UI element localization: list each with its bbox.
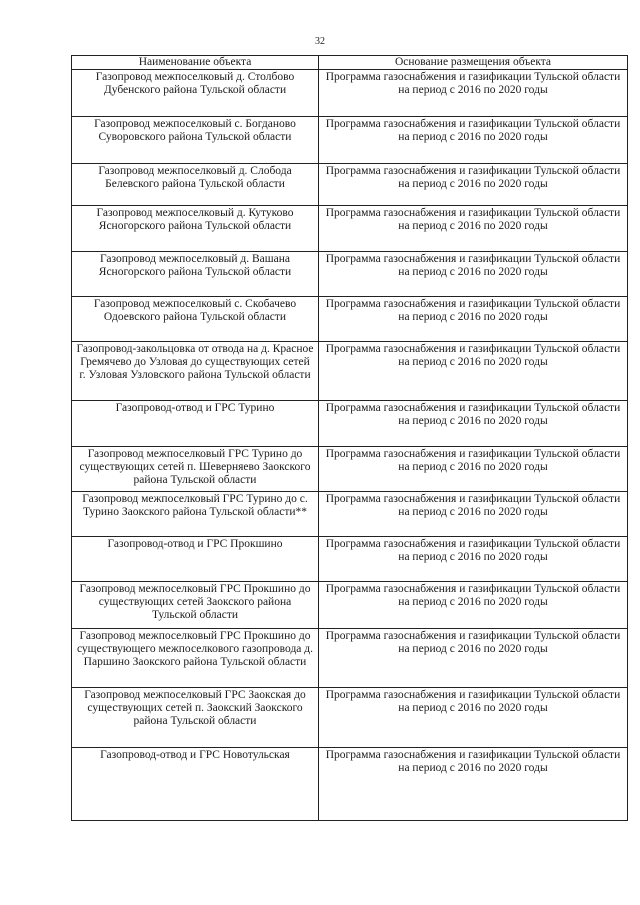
- object-name-cell: Газопровод-отвод и ГРС Новотульская: [72, 748, 319, 821]
- placement-basis-cell: Программа газоснабжения и газификации Тульской области на период с 2016 по 2020 годы: [319, 401, 628, 447]
- object-name-cell: Газопровод межпоселковый ГРС Прокшино до существующего межпоселкового газопровода д. Паршино Заокского района Тульской области: [72, 629, 319, 688]
- header-object-name: Наименование объекта: [72, 56, 319, 70]
- table-row: [72, 206, 628, 252]
- objects-table: [71, 55, 628, 821]
- page-number: 32: [315, 36, 325, 47]
- placement-basis-cell: Программа газоснабжения и газификации Тульской области на период с 2016 по 2020 годы: [319, 537, 628, 582]
- table-row: [72, 401, 628, 447]
- object-name-cell: Газопровод межпоселковый ГРС Прокшино до существующих сетей Заокского района Тульской области: [72, 582, 319, 629]
- object-name-cell: Газопровод межпоселковый д. Слобода Белевского района Тульской области: [72, 164, 319, 206]
- object-name-cell: Газопровод межпоселковый с. Скобачево Одоевского района Тульской области: [72, 297, 319, 342]
- object-name-cell: Газопровод межпоселковый с. Богданово Суворовского района Тульской области: [72, 117, 319, 164]
- placement-basis-cell: Программа газоснабжения и газификации Тульской области на период с 2016 по 2020 годы: [319, 748, 628, 821]
- table-row: [72, 447, 628, 492]
- object-name-cell: Газопровод межпоселковый д. Кутуково Ясногорского района Тульской области: [72, 206, 319, 252]
- table-row: [72, 342, 628, 401]
- table-row: [72, 252, 628, 297]
- placement-basis-cell: Программа газоснабжения и газификации Тульской области на период с 2016 по 2020 годы: [319, 206, 628, 252]
- placement-basis-cell: Программа газоснабжения и газификации Тульской области на период с 2016 по 2020 годы: [319, 342, 628, 401]
- placement-basis-cell: Программа газоснабжения и газификации Тульской области на период с 2016 по 2020 годы: [319, 297, 628, 342]
- object-name-cell: Газопровод межпоселковый д. Столбово Дубенского района Тульской области: [72, 70, 319, 117]
- header-placement-basis: Основание размещения объекта: [319, 56, 628, 70]
- placement-basis-cell: Программа газоснабжения и газификации Тульской области на период с 2016 по 2020 годы: [319, 492, 628, 537]
- table-header-row: [72, 56, 628, 70]
- object-name-cell: Газопровод межпоселковый ГРС Заокская до существующих сетей п. Заокский Заокского района Тульской области: [72, 688, 319, 748]
- placement-basis-cell: Программа газоснабжения и газификации Тульской области на период с 2016 по 2020 годы: [319, 252, 628, 297]
- table-row: [72, 117, 628, 164]
- placement-basis-cell: Программа газоснабжения и газификации Тульской области на период с 2016 по 2020 годы: [319, 447, 628, 492]
- object-name-cell: Газопровод межпоселковый ГРС Турино до существующих сетей п. Шеверняево Заокского района Тульской области: [72, 447, 319, 492]
- object-name-cell: Газопровод-отвод и ГРС Турино: [72, 401, 319, 447]
- object-name-cell: Газопровод-отвод и ГРС Прокшино: [72, 537, 319, 582]
- object-name-cell: Газопровод-закольцовка от отвода на д. Красное Гремячево до Узловая до существующих сетей г. Узловая Узловского района Тульской области: [72, 342, 319, 401]
- object-name-cell: Газопровод межпоселковый д. Вашана Ясногорского района Тульской области: [72, 252, 319, 297]
- placement-basis-cell: Программа газоснабжения и газификации Тульской области на период с 2016 по 2020 годы: [319, 629, 628, 688]
- placement-basis-cell: Программа газоснабжения и газификации Тульской области на период с 2016 по 2020 годы: [319, 582, 628, 629]
- table-row: [72, 748, 628, 821]
- table-row: [72, 629, 628, 688]
- table-row: [72, 164, 628, 206]
- table-row: [72, 688, 628, 748]
- table-row: [72, 492, 628, 537]
- placement-basis-cell: Программа газоснабжения и газификации Тульской области на период с 2016 по 2020 годы: [319, 70, 628, 117]
- placement-basis-cell: Программа газоснабжения и газификации Тульской области на период с 2016 по 2020 годы: [319, 688, 628, 748]
- table-row: [72, 537, 628, 582]
- table-row: [72, 582, 628, 629]
- table-row: [72, 297, 628, 342]
- table-row: [72, 70, 628, 117]
- placement-basis-cell: Программа газоснабжения и газификации Тульской области на период с 2016 по 2020 годы: [319, 117, 628, 164]
- object-name-cell: Газопровод межпоселковый ГРС Турино до с. Турино Заокского района Тульской области**: [72, 492, 319, 537]
- placement-basis-cell: Программа газоснабжения и газификации Тульской области на период с 2016 по 2020 годы: [319, 164, 628, 206]
